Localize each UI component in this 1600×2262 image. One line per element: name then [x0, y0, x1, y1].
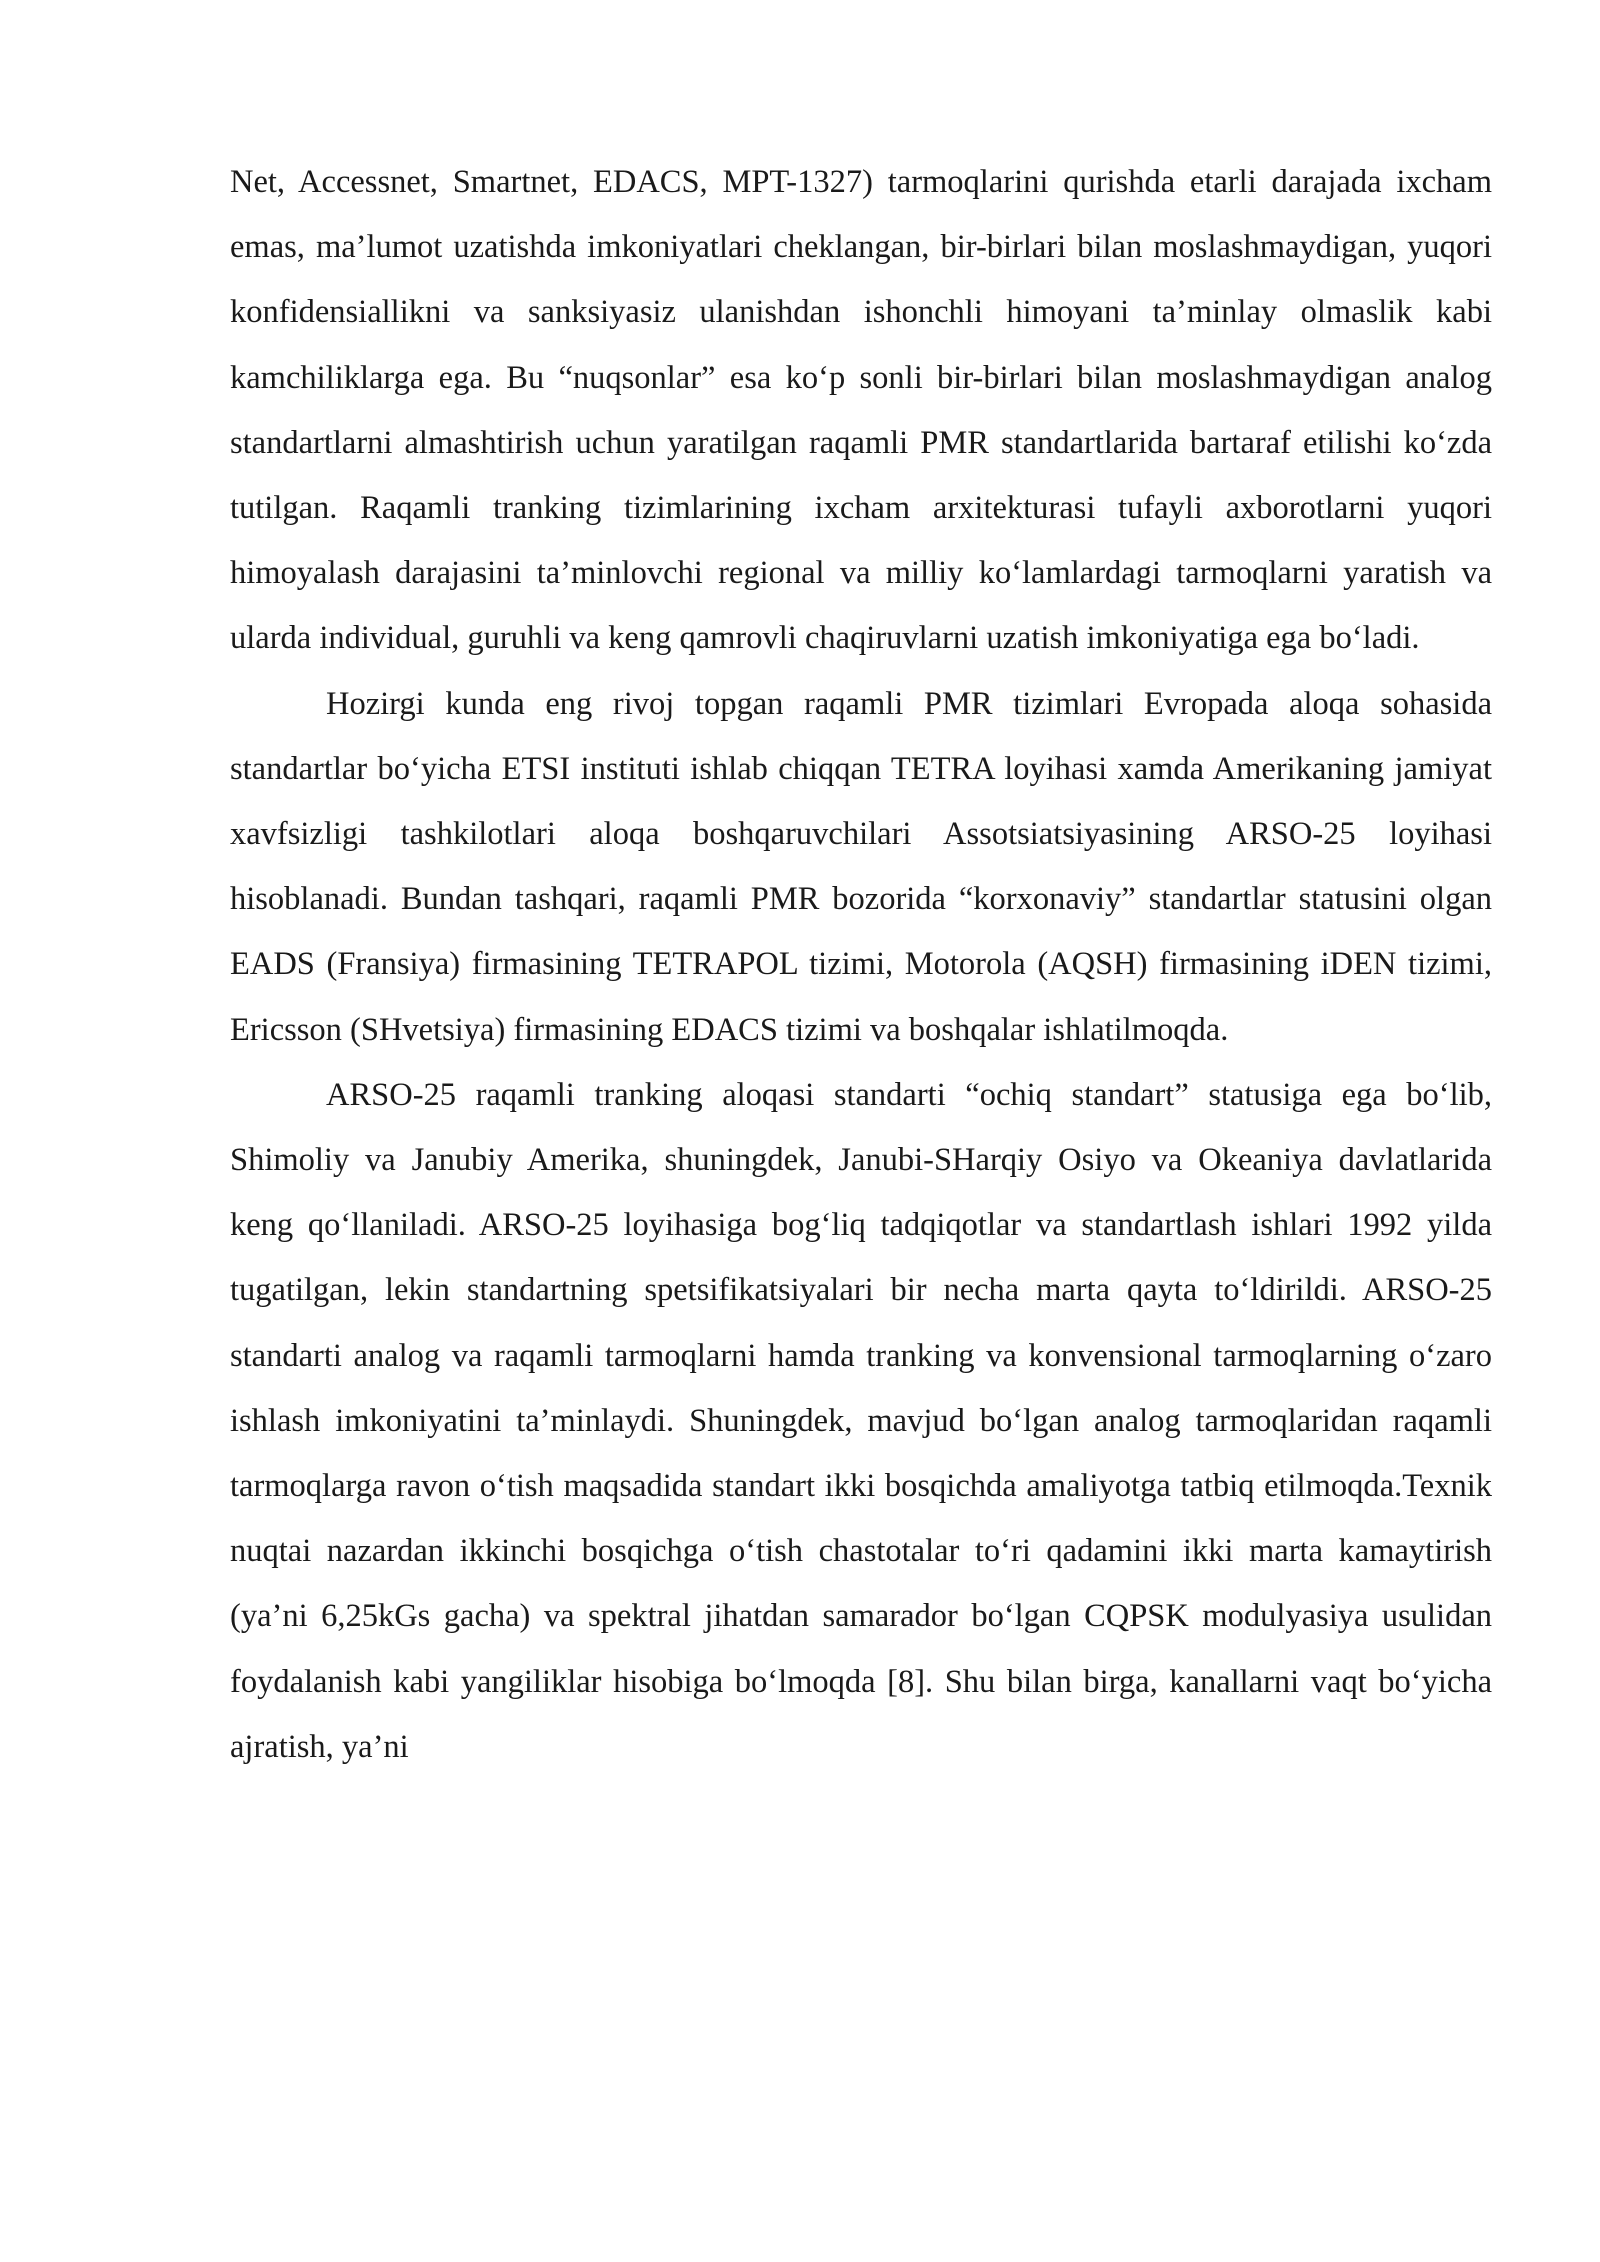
paragraph-1: Net, Accessnet, Smartnet, EDACS, MPT-1327) tarmoqlarini qurishda etarli darajada ixcham emas, ma’lumot uzatishda imkoniyatlari cheklangan, bir-birlari bilan moslashmaydigan, yuqori konfidensiallikni va sanksiyasiz ulanishdan ishonchli himoyani ta’minlay olmaslik kabi kamchiliklarga ega. Bu “nuqsonlar” esa ko‘p sonli bir-birlari bilan moslashmaydigan analog standartlarni almashtirish uchun yaratilgan raqamli PMR standartlarida bartaraf etilishi ko‘zda tutilgan. Raqamli tranking tizimlarining ixcham arxitekturasi tufayli axborotlarni yuqori himoyalash darajasini ta’minlovchi regional va milliy ko‘lamlardagi tarmoqlarni yaratish va ularda individual, guruhli va keng qamrovli chaqiruvlarni uzatish imkoniyatiga ega bo‘ladi.: [230, 164, 1492, 657]
paragraph-2: Hozirgi kunda eng rivoj topgan raqamli PMR tizimlari Evropada aloqa sohasida standartlar bo‘yicha ETSI instituti ishlab chiqqan TETRA loyihasi xamda Amerikaning jamiyat xavfsizligi tashkilotlari aloqa boshqaruvchilari Assotsiatsiyasining ARSO-25 loyihasi hisoblanadi. Bundan tashqari, raqamli PMR bozorida “korxonaviy” standartlar statusini olgan EADS (Fransiya) firmasining TETRAPOL tizimi, Motorola (AQSH) firmasining iDEN tizimi, Ericsson (SHvetsiya) firmasining EDACS tizimi va boshqalar ishlatilmoqda.: [230, 685, 1492, 1048]
body-text: [230, 150, 1492, 1780]
paragraph-3: ARSO-25 raqamli tranking aloqasi standarti “ochiq standart” statusiga ega bo‘lib, Shimoliy va Janubiy Amerika, shuningdek, Janubi-SHarqiy Osiyo va Okeaniya davlatlarida keng qo‘llaniladi. ARSO-25 loyihasiga bog‘liq tadqiqotlar va standartlash ishlari 1992 yilda tugatilgan, lekin standartning spetsifikatsiyalari bir necha marta qayta to‘ldirildi. ARSO-25 standarti analog va raqamli tarmoqlarni hamda tranking va konvensional tarmoqlarning o‘zaro ishlash imkoniyatini ta’minlaydi. Shuningdek, mavjud bo‘lgan analog tarmoqlaridan raqamli tarmoqlarga ravon o‘tish maqsadida standart ikki bosqichda amaliyotga tatbiq etilmoqda.Texnik nuqtai nazardan ikkinchi bosqichga o‘tish chastotalar to‘ri qadamini ikki marta kamaytirish (ya’ni 6,25kGs gacha) va spektral jihatdan samarador bo‘lgan CQPSK modulyasiya usulidan foydalanish kabi yangiliklar hisobiga bo‘lmoqda [8]. Shu bilan birga, kanallarni vaqt bo‘yicha ajratish, ya’ni: [230, 1076, 1492, 1765]
